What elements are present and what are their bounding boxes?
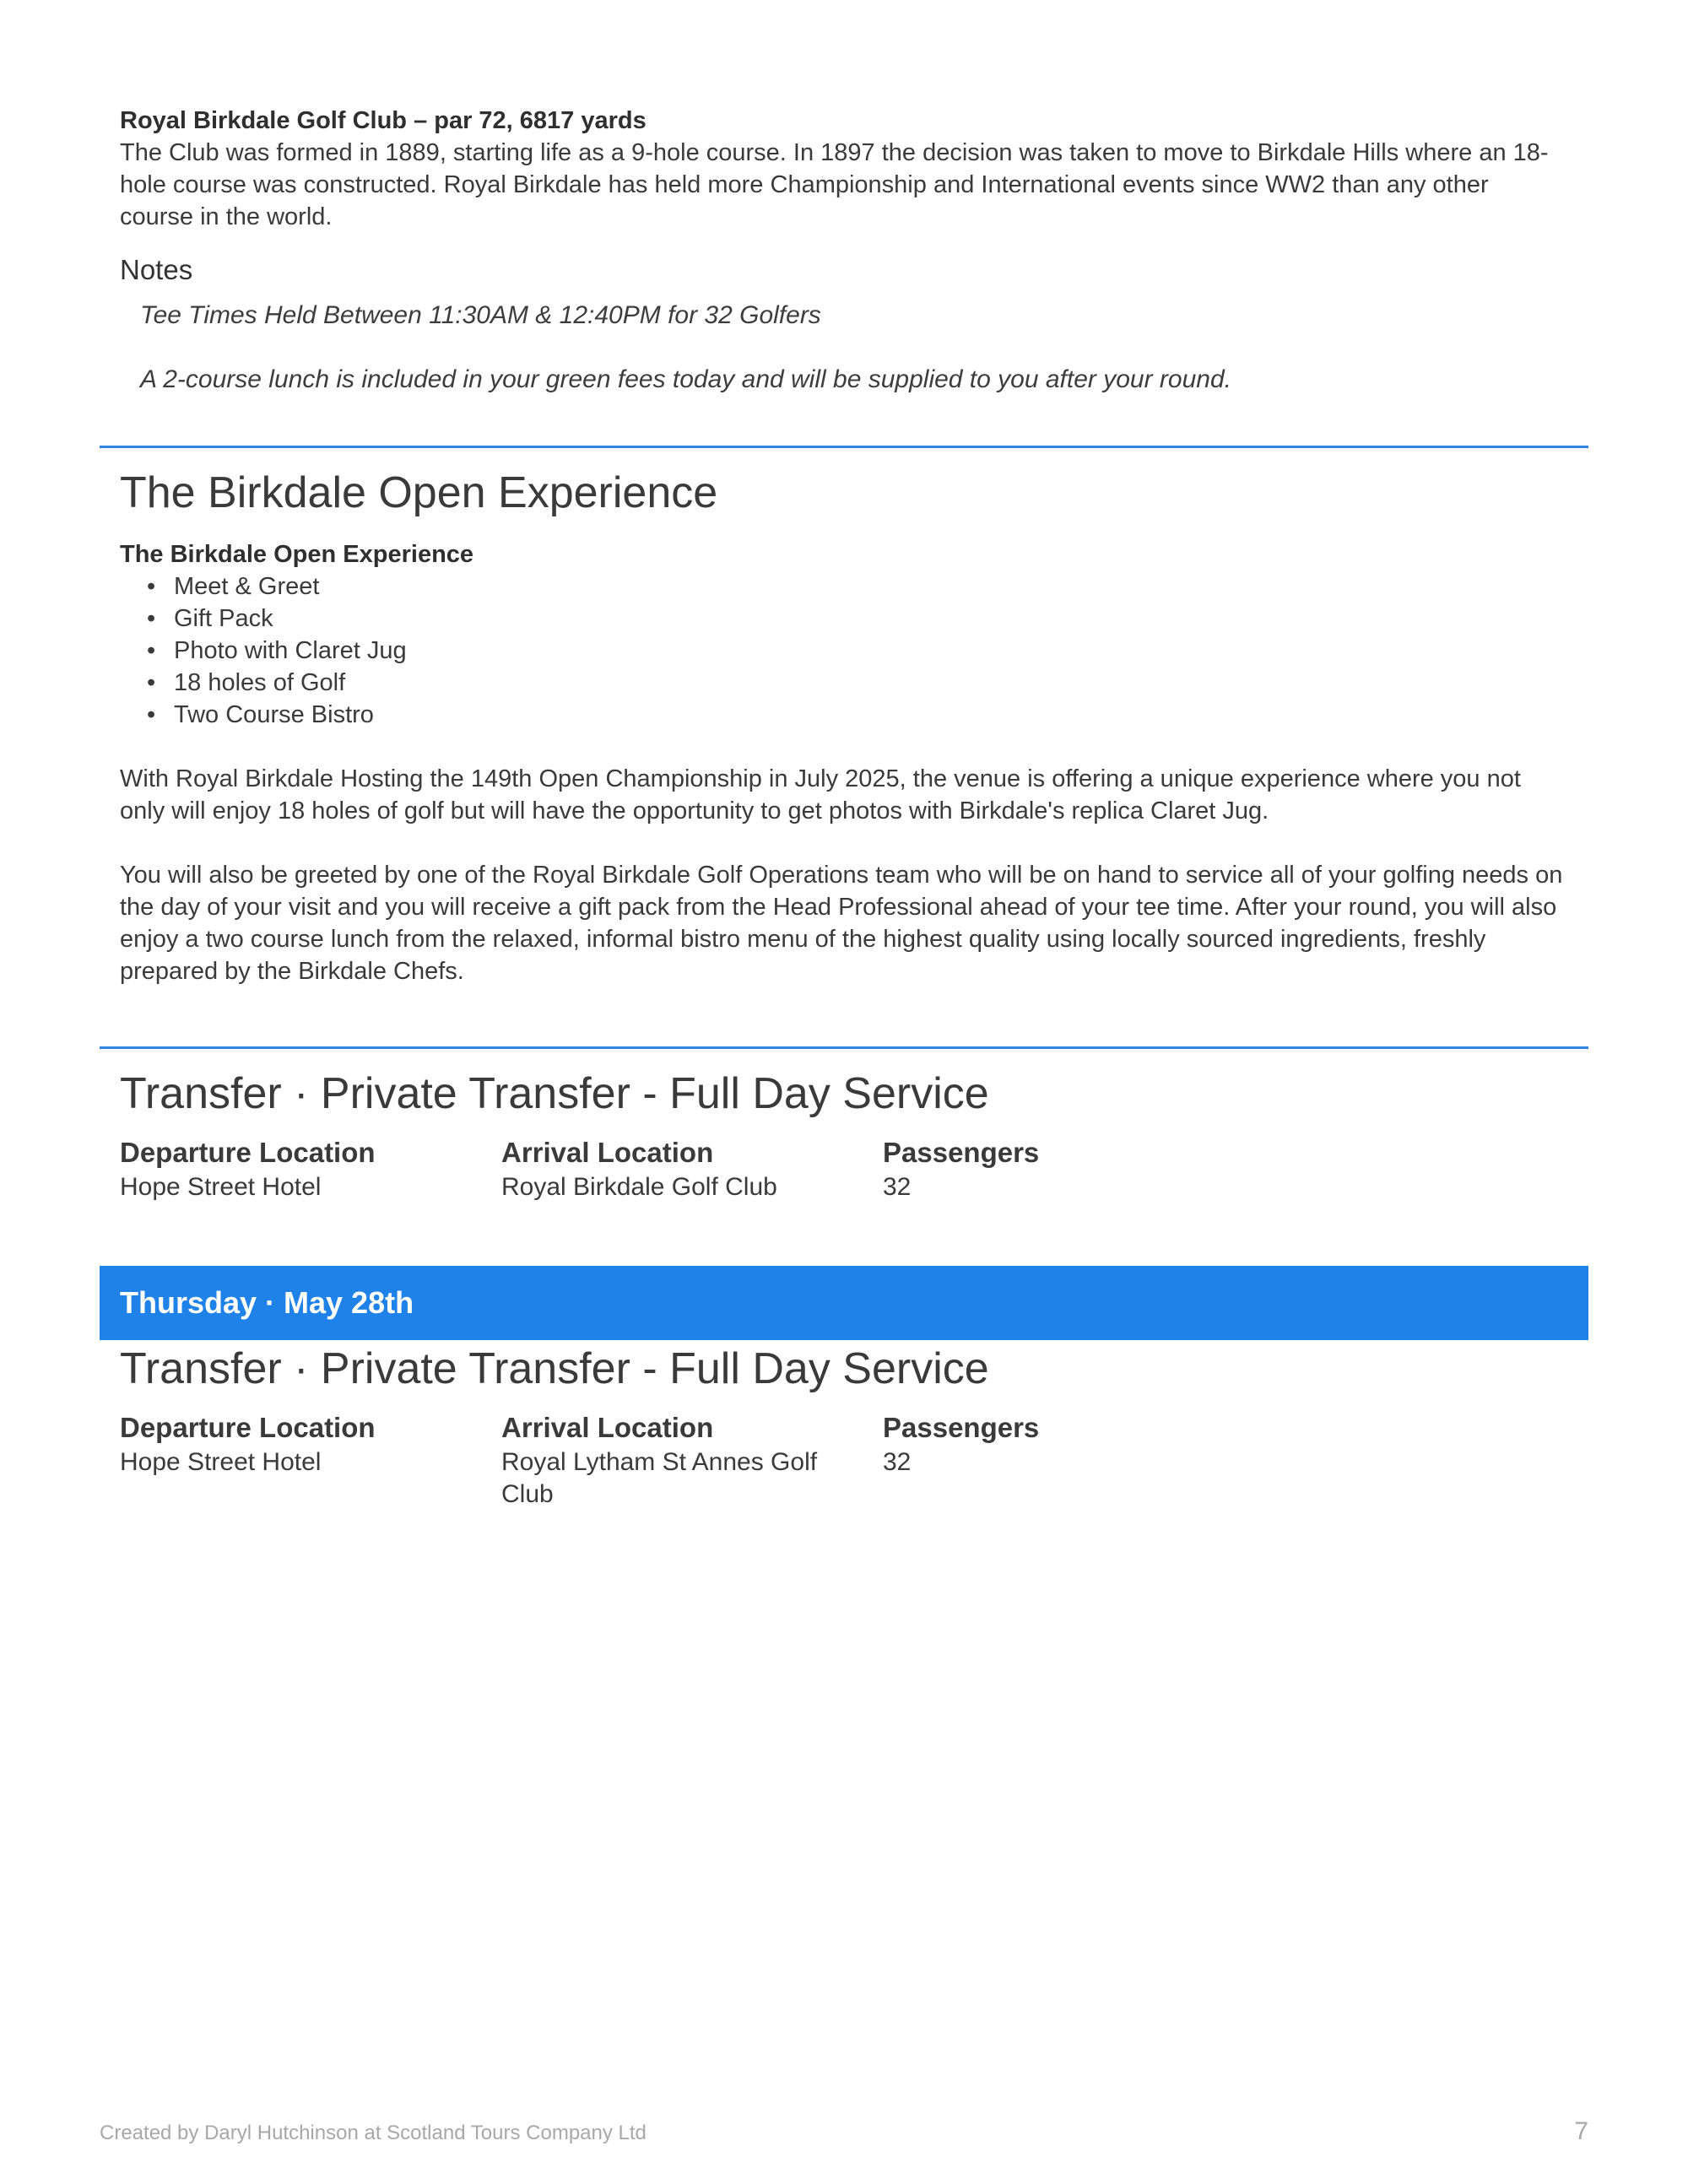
experience-bullet-list	[120, 570, 1568, 731]
day-header	[100, 1266, 1588, 1340]
note-item: A 2-course lunch is included in your green fees today and will be supplied to you after your round.	[140, 365, 1231, 393]
section-divider	[100, 446, 1588, 448]
footer-credit: Created by Daryl Hutchinson at Scotland Tours Company Ltd	[100, 2122, 647, 2144]
note-item: Tee Times Held Between 11:30AM & 12:40PM for 32 Golfers	[140, 301, 821, 329]
transfer-title: Transfer · Private Transfer - Full Day Service	[120, 1344, 989, 1393]
course-section	[100, 105, 1588, 397]
day-label: Thursday · May 28th	[120, 1285, 414, 1320]
experience-title: The Birkdale Open Experience	[120, 468, 718, 517]
departure-value: Hope Street Hotel	[120, 1448, 322, 1476]
passengers-column	[883, 1409, 1220, 1511]
departure-column	[120, 1409, 501, 1511]
passengers-column	[883, 1134, 1220, 1203]
arrival-value: Royal Birkdale Golf Club	[501, 1173, 777, 1201]
passengers-value: 32	[883, 1448, 912, 1476]
course-title: Royal Birkdale Golf Club – par 72, 6817 yards	[120, 107, 647, 134]
arrival-column	[501, 1134, 883, 1203]
list-item: • Photo with Claret Jug	[174, 635, 1568, 667]
notes-list	[120, 299, 1568, 397]
departure-label: Departure Location	[120, 1137, 376, 1168]
list-item: • Meet & Greet	[174, 570, 1568, 603]
transfer-details	[120, 1409, 1568, 1511]
list-item: • Gift Pack	[174, 603, 1568, 635]
arrival-label: Arrival Location	[501, 1412, 714, 1443]
transfer-section	[100, 1342, 1588, 1511]
notes-heading: Notes	[120, 254, 193, 285]
passengers-label: Passengers	[883, 1412, 1040, 1443]
departure-value: Hope Street Hotel	[120, 1173, 322, 1201]
experience-section	[100, 466, 1588, 987]
list-item: • Two Course Bistro	[174, 699, 1568, 731]
experience-paragraph: You will also be greeted by one of the Royal Birkdale Golf Operations team who will be on hand to service all of your golfing needs on the day of your visit and you will receive a gift pack from the Head Professional ahead of your tee time. After your round, you will also enjoy a two course lunch from the relaxed, informal bistro menu of the highest quality using locally sourced ingredients, freshly prepared by the Birkdale Chefs.	[120, 862, 1563, 985]
section-divider	[100, 1046, 1588, 1049]
experience-paragraph: With Royal Birkdale Hosting the 149th Open Championship in July 2025, the venue is offering a unique experience where you not only will enjoy 18 holes of golf but will have the opportunity to get photos with Birkdale's replica Claret Jug.	[120, 765, 1521, 824]
passengers-value: 32	[883, 1173, 912, 1201]
departure-column	[120, 1134, 501, 1203]
departure-label: Departure Location	[120, 1412, 376, 1443]
page-number: 7	[1574, 2117, 1588, 2145]
transfer-title: Transfer · Private Transfer - Full Day Service	[120, 1069, 989, 1118]
list-item: • 18 holes of Golf	[174, 667, 1568, 699]
arrival-column	[501, 1409, 883, 1511]
passengers-label: Passengers	[883, 1137, 1040, 1168]
transfer-section	[100, 1067, 1588, 1203]
arrival-value: Royal Lytham St Annes Golf Club	[501, 1448, 818, 1508]
transfer-details	[120, 1134, 1568, 1203]
course-description: The Club was formed in 1889, starting life as a 9-hole course. In 1897 the decision was taken to move to Birkdale Hills where an 18-hole course was constructed. Royal Birkdale has held more Championship and International events since WW2 than any other course in the world.	[120, 139, 1549, 230]
experience-subtitle: The Birkdale Open Experience	[120, 541, 474, 568]
arrival-label: Arrival Location	[501, 1137, 714, 1168]
